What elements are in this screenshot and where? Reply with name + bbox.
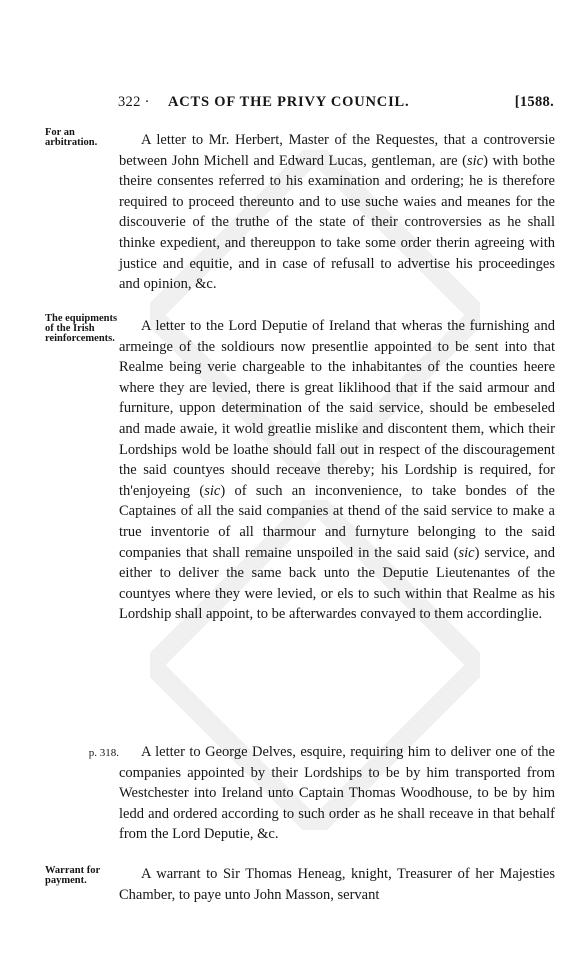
entry-paragraph [119,742,555,845]
margin-note: Warrant for payment. [45,865,100,886]
header-year: [1588. [514,94,554,110]
entry-paragraph [119,130,555,295]
entry-text: A letter to the Lord Deputie of Ireland that wheras the furnishing and armeinge of the soldiours now presentlie appointed to be sent into that Realme being verie chargeable to the inhabitantes of the counties heere where they are levied, there is great liklihood that if the said armour and furniture, uppon determination of the said service, should be embeseled and made awaie, it wold greatlie mislike and discontent them, which their Lordships wold be loathe should fall out in respect of the discouragement the said countyes should receave thereby; his Lordship is required, for th'enjoyeing (sic) of such an inconvenience, to take bondes of the Captaines of all the said companies at thend of the said service to make a true inventorie of all tharmour and furnyture belonging to the said companies that shall remaine unspoiled in the said said (sic) service, and either to deliver the same back unto the Deputie Lieutenantes of the countyes where they were levied, or els to such within that Realme as his Lordship shall appoint, to be afterwardes convayed to them accordinglie. [119,318,555,623]
entry-text: A letter to Mr. Herbert, Master of the Requestes, that a controversie between John Michell and Edward Lucas, gentleman, are (sic) with bothe theire consentes referred to his examination and ordering; he is therefore required to proceed thereunto and to use suche waies and meanes for the discouverie of the truthe of the state of their controversies as he shall thinke expedient, and thereuppon to take some order therin agreeing with justice and equitie, and in case of refusall to advertise his proceedinges and opinion, &c. [119,132,555,293]
entry-text: A warrant to Sir Thomas Heneag, knight, Treasurer of her Majesties Chamber, to paye unto John Masson, servant [119,866,555,903]
entry-text: A letter to George Delves, esquire, requiring him to deliver one of the companies appointed by their Lordships to be by him transported from Westchester into Ireland unto Captain Thomas Woodhouse, to be by him ledd and ordered according to such order as he shall receave in that behalf from the Lord Deputie, &c. [119,744,555,843]
margin-note: The equipments of the Irish reinforcements. [45,313,118,344]
entry-paragraph [119,316,555,625]
page-title: ACTS OF THE PRIVY COUNCIL. [168,94,410,110]
margin-note: p. 318. [88,747,119,759]
page-number: 322 · [118,94,150,110]
running-header [118,94,554,116]
margin-note: For an arbitration. [45,127,98,148]
entry-paragraph [119,864,555,905]
